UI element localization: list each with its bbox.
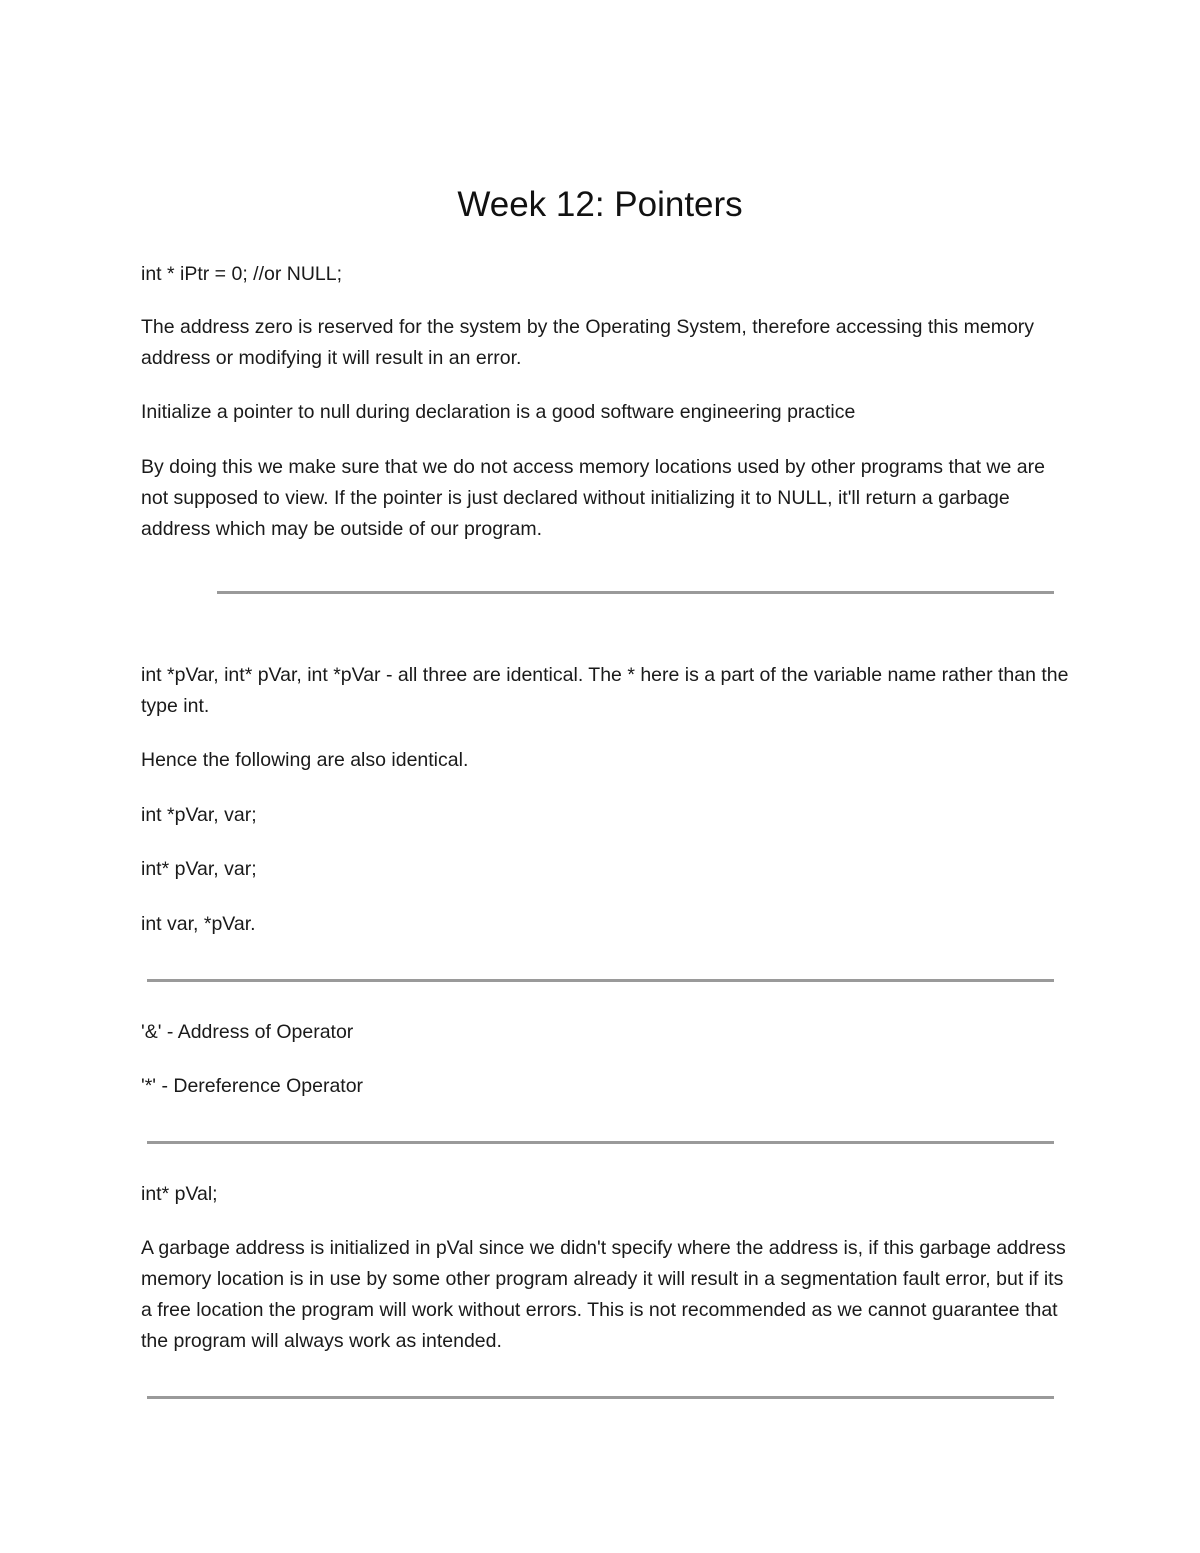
address-of-operator: '&' - Address of Operator <box>141 1021 354 1043</box>
declaration-example-1: int *pVar, var; <box>141 804 257 826</box>
divider-1 <box>217 591 1054 594</box>
declaration-example-3: int var, *pVar. <box>141 913 256 935</box>
identical-intro: Hence the following are also identical. <box>141 749 469 771</box>
declaration-example-2: int* pVar, var; <box>141 858 257 880</box>
divider-3 <box>147 1141 1054 1144</box>
divider-4 <box>147 1396 1054 1399</box>
dereference-operator: '*' - Dereference Operator <box>141 1075 364 1097</box>
null-pointer-code: int * iPtr = 0; //or NULL; <box>141 263 343 285</box>
uninitialized-pointer-code: int* pVal; <box>141 1183 218 1205</box>
page-title: Week 12: Pointers <box>457 185 743 224</box>
pointer-declaration-paragraph: int *pVar, int* pVar, int *pVar - all three are identical. The * here is a part of the variable name rather than the type int. <box>141 664 1069 717</box>
init-null-paragraph: Initialize a pointer to null during declaration is a good software engineering practice <box>141 401 856 423</box>
segmentation-fault-paragraph: A garbage address is initialized in pVal since we didn't specify where the address is, if this garbage address memory location is in use by some other program already it will result in a segmentation fault error, but if its a free location the program will work without errors. This is not recommended as we cannot guarantee that the program will always work as intended. <box>141 1237 1066 1352</box>
address-zero-paragraph: The address zero is reserved for the system by the Operating System, therefore accessing this memory address or modifying it will result in an error. <box>141 316 1035 369</box>
garbage-address-paragraph: By doing this we make sure that we do not access memory locations used by other programs that we are not supposed to view. If the pointer is just declared without initializing it to NULL, it'll return a garbage address which may be outside of our program. <box>141 456 1045 540</box>
divider-2 <box>147 979 1054 982</box>
